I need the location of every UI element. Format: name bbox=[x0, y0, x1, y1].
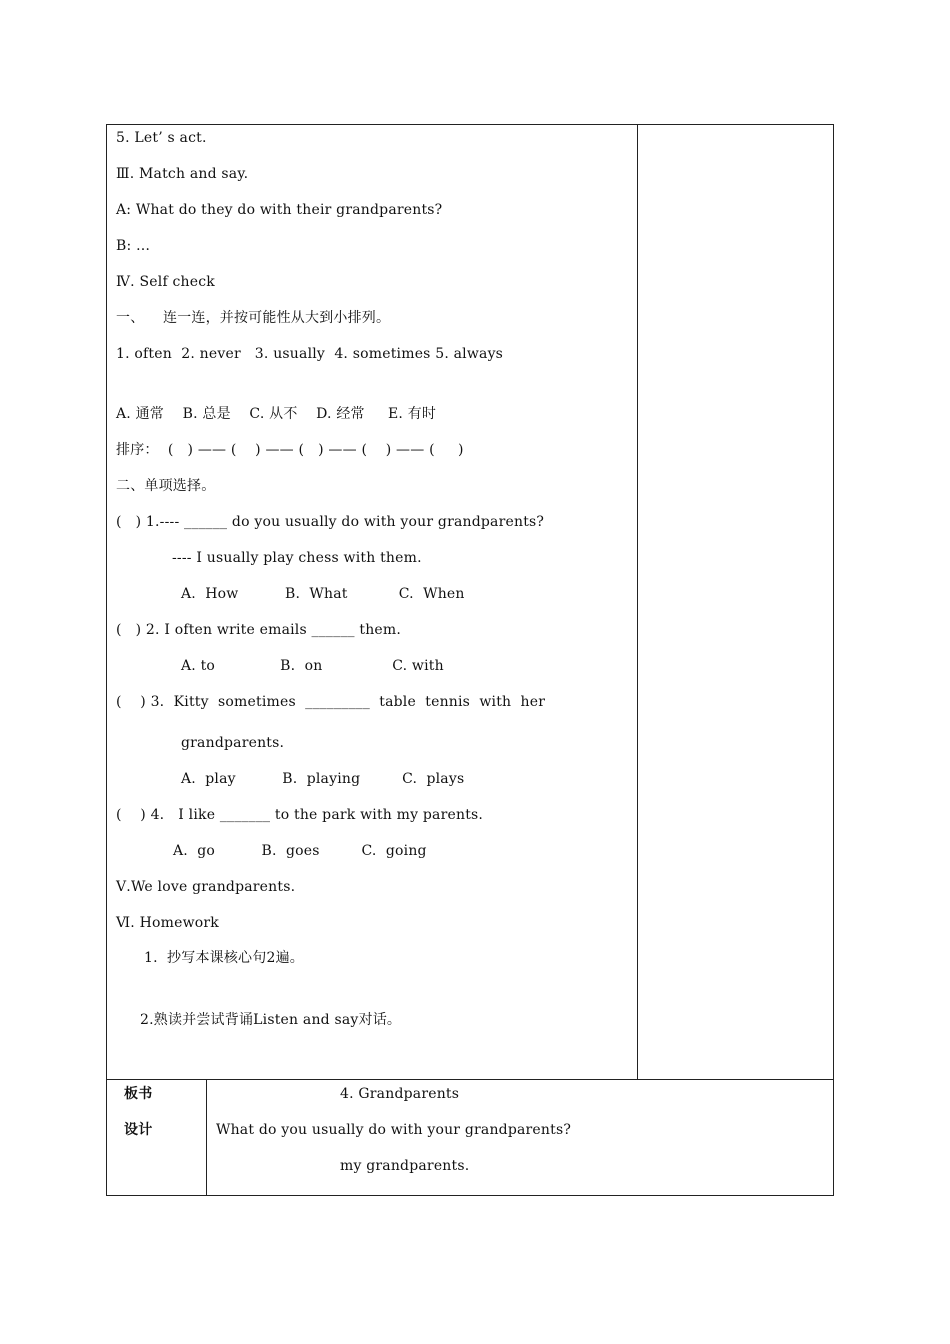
matching-instruction: 一、 连一连，并按可能性从大到小排列。 bbox=[116, 310, 391, 326]
homework-item-1: 1. 抄写本课核心句2遍。 bbox=[144, 950, 304, 966]
match-and-say-heading: Ⅲ. Match and say. bbox=[116, 166, 249, 182]
question-2-options: A. to B. on C. with bbox=[181, 658, 444, 674]
ordering-line: 排序： ( ) —— ( ) —— ( ) —— ( ) —— ( ) bbox=[116, 442, 464, 458]
question-a-line: A: What do they do with their grandparents? bbox=[116, 202, 443, 218]
question-3-options: A. play B. playing C. plays bbox=[181, 771, 465, 787]
chinese-meanings-list: A. 通常 B. 总是 C. 从不 D. 经常 E. 有时 bbox=[116, 406, 437, 422]
column-divider bbox=[637, 124, 638, 1080]
multiple-choice-heading: 二、单项选择。 bbox=[116, 478, 216, 494]
self-check-heading: Ⅳ. Self check bbox=[116, 274, 215, 290]
homework-item-2: 2.熟读并尝试背诵Listen and say对话。 bbox=[140, 1012, 402, 1028]
question-3-continued: grandparents. bbox=[181, 735, 285, 751]
board-line-2: my grandparents. bbox=[340, 1158, 470, 1174]
question-1: ( ) 1.---- ______ do you usually do with your grandparents? bbox=[116, 514, 545, 530]
question-4: ( ) 4. I like _______ to the park with my parents. bbox=[116, 807, 484, 823]
board-label-2: 设计 bbox=[124, 1122, 153, 1138]
question-1-options: A. How B. What C. When bbox=[181, 586, 465, 602]
row-divider bbox=[106, 1079, 834, 1080]
question-2: ( ) 2. I often write emails ______ them. bbox=[116, 622, 402, 638]
board-label-divider bbox=[206, 1079, 207, 1196]
answer-b-line: B: … bbox=[116, 238, 151, 254]
question-3: ( ) 3. Kitty sometimes _________ table tennis with her bbox=[116, 694, 546, 710]
we-love-grandparents-heading: Ⅴ.We love grandparents. bbox=[116, 879, 296, 895]
homework-heading: Ⅵ. Homework bbox=[116, 915, 219, 931]
board-line-1: What do you usually do with your grandparents? bbox=[216, 1122, 572, 1138]
question-1-answer: ---- I usually play chess with them. bbox=[172, 550, 422, 566]
frequency-words-list: 1. often 2. never 3. usually 4. sometimes 5. always bbox=[116, 346, 504, 362]
board-label-1: 板书 bbox=[124, 1086, 153, 1102]
question-4-options: A. go B. goes C. going bbox=[173, 843, 427, 859]
lets-act-line: 5. Let’ s act. bbox=[116, 130, 207, 146]
board-title: 4. Grandparents bbox=[340, 1086, 460, 1102]
